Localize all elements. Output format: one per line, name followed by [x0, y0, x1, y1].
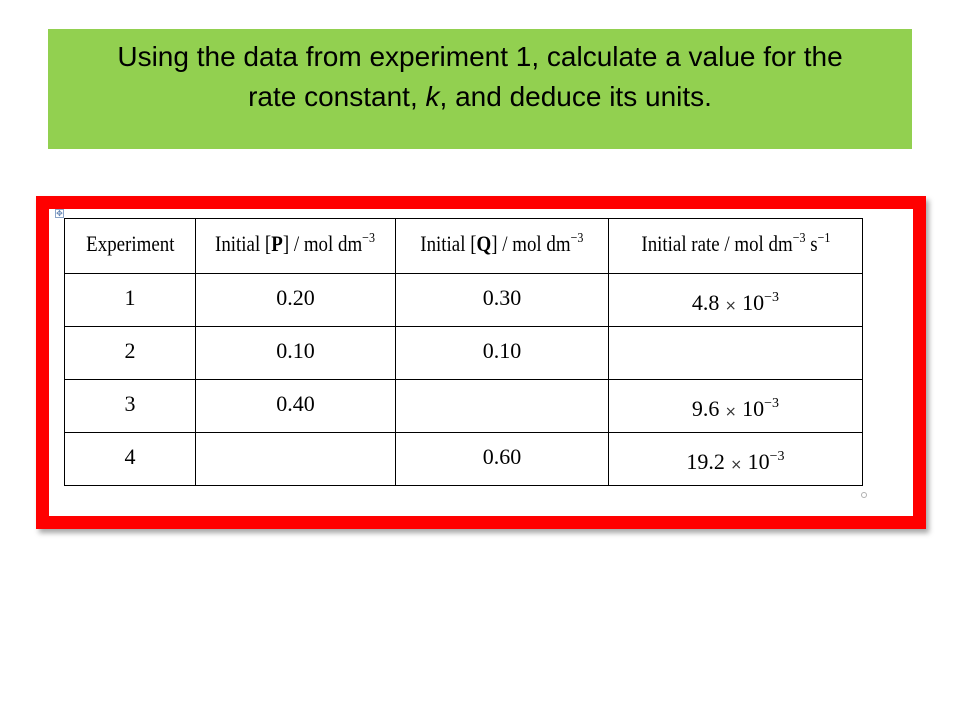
table-row — [65, 380, 863, 433]
cell-initial-p: 0.10 — [196, 327, 396, 380]
cell-initial-rate: $4.8 \times 10^{-3}$ — [609, 274, 863, 327]
cell-initial-q — [396, 380, 609, 433]
rate-constant-symbol: k — [425, 81, 440, 112]
question-line-1: Using the data from experiment 1, calculate a value for the — [117, 41, 843, 72]
cell-initial-rate — [609, 327, 863, 380]
cell-experiment: 4 — [65, 433, 196, 486]
table-row — [65, 433, 863, 486]
cell-initial-p: 0.20 — [196, 274, 396, 327]
table-row — [65, 327, 863, 380]
question-banner — [48, 29, 912, 149]
header-initial-q: Initial [Q] / mol $dm^{-3}$ — [396, 219, 609, 274]
cell-initial-rate: $19.2 \times 10^{-3}$ — [609, 433, 863, 486]
cell-initial-q: 0.10 — [396, 327, 609, 380]
cell-initial-p: 0.40 — [196, 380, 396, 433]
table-row — [65, 274, 863, 327]
cell-initial-q: 0.30 — [396, 274, 609, 327]
table-move-handle-icon[interactable]: ✥ — [56, 209, 63, 218]
header-initial-p: Initial [P] / mol $dm^{-3}$ — [196, 219, 396, 274]
cell-initial-rate: $9.6 \times 10^{-3}$ — [609, 380, 863, 433]
table-header-row — [65, 219, 863, 274]
table-highlight-frame — [36, 196, 926, 529]
header-experiment: Experiment — [65, 219, 196, 274]
cell-experiment: 2 — [65, 327, 196, 380]
header-initial-rate: Initial rate / mol $dm^{-3}$ $s^{-1}$ — [609, 219, 863, 274]
rate-data-table — [64, 218, 863, 486]
question-line-2-end: , and deduce its units. — [439, 81, 712, 112]
table-resize-handle-icon[interactable] — [861, 492, 867, 498]
question-line-2 — [60, 77, 900, 117]
cell-experiment: 1 — [65, 274, 196, 327]
cell-initial-p — [196, 433, 396, 486]
question-line-2-start: rate constant, — [248, 81, 426, 112]
cell-experiment: 3 — [65, 380, 196, 433]
cell-initial-q: 0.60 — [396, 433, 609, 486]
